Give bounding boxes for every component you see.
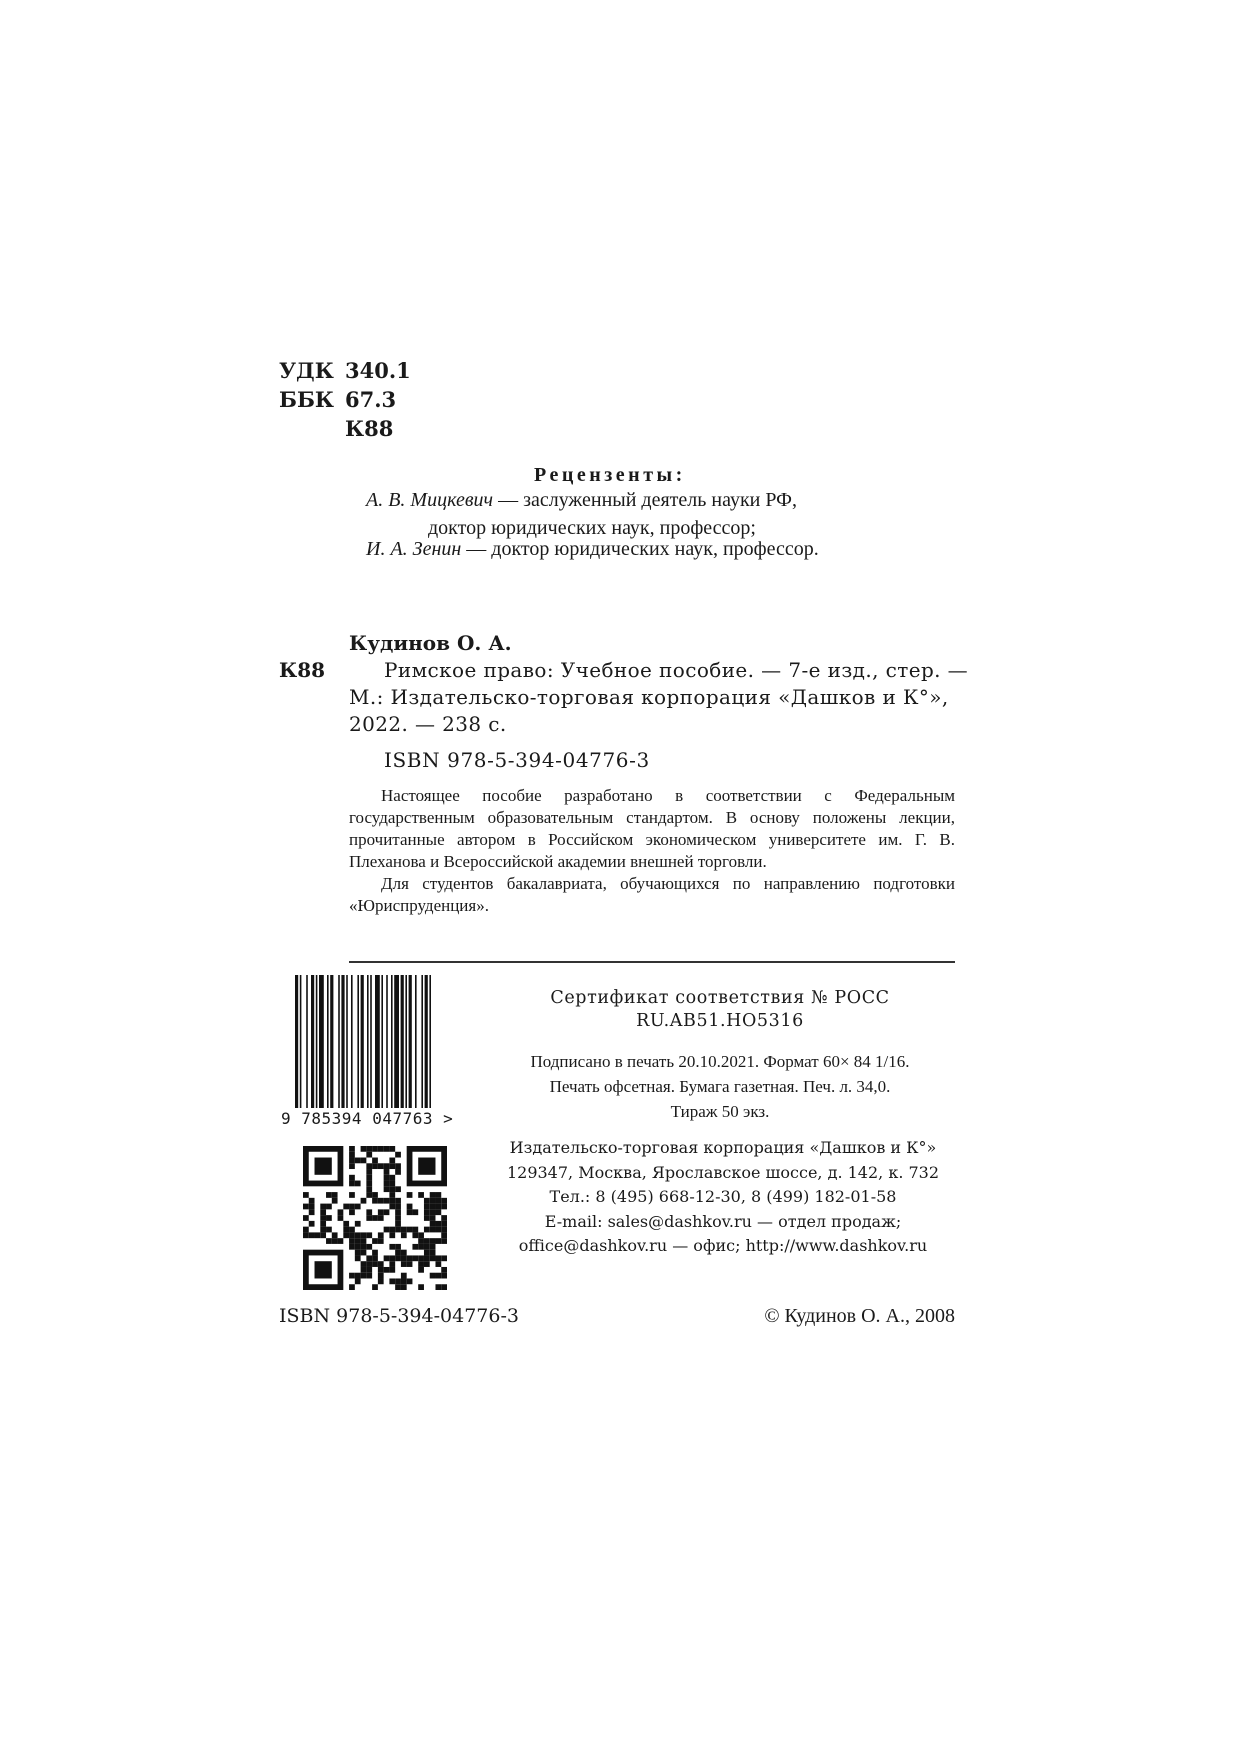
- reviewer-2: [366, 535, 819, 563]
- bbk-label: ББК: [279, 387, 334, 412]
- reviewer-1-title: — заслуженный деятель науки РФ,: [493, 489, 797, 511]
- reviewer-2-title: — доктор юридических наук, профессор.: [461, 538, 819, 560]
- bibliography-line-2: М.: Издательско-торговая корпорация «Дашков и К°»,: [349, 685, 949, 709]
- certificate-line-2: RU.AB51.HO5316: [636, 1011, 804, 1031]
- annotation-paragraph-2: Для студентов бакалавриата, обучающихся по направлению подготовки «Юриспруденция».: [349, 874, 955, 915]
- reviewer-1-degree: доктор юридических наук, профессор;: [428, 517, 756, 539]
- bibliography-mark: К88: [279, 658, 326, 682]
- divider: [349, 961, 955, 963]
- publisher-address: 129347, Москва, Ярославское шоссе, д. 142, к. 732: [506, 1162, 940, 1182]
- print-line-2: Печать офсетная. Бумага газетная. Печ. л. 34,0.: [549, 1077, 891, 1096]
- publisher-name: Издательско-торговая корпорация «Дашков и К°»: [509, 1138, 937, 1157]
- print-line-1: Подписано в печать 20.10.2021. Формат 60× 84 1/16.: [530, 1052, 910, 1071]
- reviewer-2-name: И. А. Зенин: [366, 538, 462, 560]
- bbk-value: 67.3: [345, 387, 397, 412]
- footer-isbn: ISBN 978-5-394-04776-3: [279, 1305, 519, 1327]
- certificate: [510, 987, 930, 1033]
- qr-code: [303, 1146, 447, 1290]
- publisher-email-office: office@dashkov.ru — офис; http://www.dashkov.ru: [518, 1236, 928, 1255]
- reviewer-1: [366, 486, 797, 514]
- annotation: [349, 785, 955, 917]
- udk-value: 340.1: [345, 358, 411, 383]
- barcode-digits: 9 785394 047763 >: [281, 1109, 454, 1128]
- certificate-line-1: Сертификат соответствия № РОСС: [550, 988, 890, 1008]
- udk-label: УДК: [279, 358, 334, 383]
- publisher-phone: Тел.: 8 (495) 668-12-30, 8 (499) 182-01-58: [549, 1187, 897, 1206]
- reviewers-heading: Рецензенты:: [534, 464, 686, 486]
- barcode: [295, 975, 471, 1108]
- classification-block: [279, 356, 411, 443]
- publisher: [488, 1136, 958, 1259]
- print-details: [500, 1049, 940, 1124]
- author-mark: К88: [345, 416, 394, 441]
- barcode-image: [295, 975, 471, 1108]
- bibliography-line-3: 2022. — 238 с.: [349, 712, 507, 736]
- publisher-email-sales: E-mail: sales@dashkov.ru — отдел продаж;: [544, 1211, 902, 1231]
- reviewer-1-name: А. В. Мицкевич: [366, 489, 494, 511]
- bibliography-line-1: Римское право: Учебное пособие. — 7-е изд., стер. —: [384, 658, 969, 682]
- copyright: © Кудинов О. А., 2008: [764, 1305, 955, 1327]
- print-line-3: Тираж 50 экз.: [670, 1102, 770, 1121]
- bibliography-isbn: ISBN 978-5-394-04776-3: [384, 748, 650, 772]
- annotation-paragraph-1: Настоящее пособие разработано в соответствии с Федеральным государственным образовательным стандартом. В основу положены лекции, прочитанные автором в Российском экономическом университете им. Г. В. Плеханова и Всероссийской академии внешней торговли.: [349, 786, 955, 871]
- author-heading: Кудинов О. А.: [349, 631, 512, 655]
- qr-code-image: [303, 1146, 447, 1290]
